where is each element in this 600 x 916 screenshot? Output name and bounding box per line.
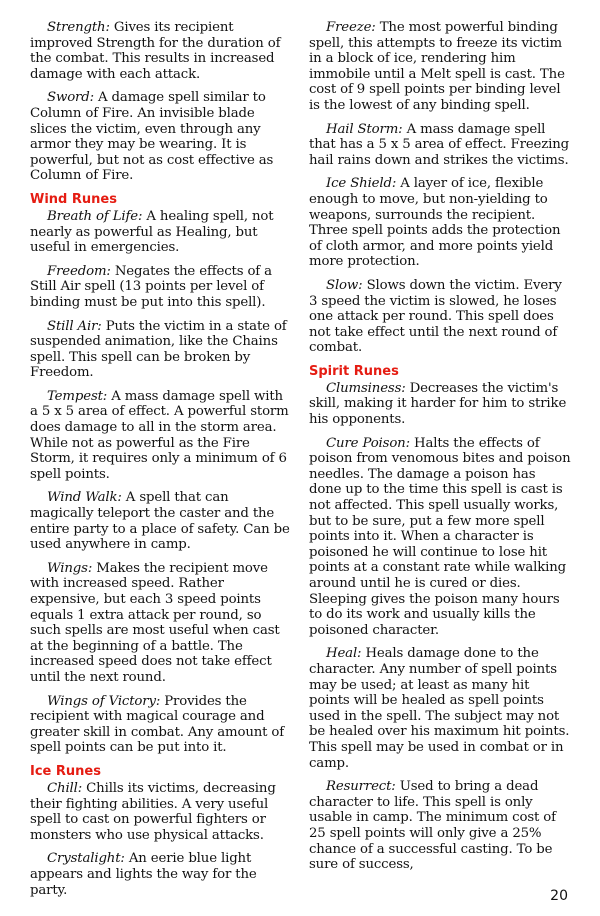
- spell-term: Chill:: [47, 780, 83, 796]
- spell-entry-heal: [309, 646, 571, 771]
- spell-term: Freeze:: [326, 20, 376, 35]
- section-heading-ice-runes: Ice Runes: [30, 763, 101, 779]
- right-column: [309, 20, 571, 881]
- spell-entry-resurrect: [309, 779, 571, 873]
- spell-description: Decreases the victim's skill, making it harder for him to strike his opponents.: [309, 380, 567, 428]
- spell-term: Tempest:: [47, 388, 108, 404]
- spell-term: Wind Walk:: [47, 490, 122, 506]
- spell-entry-sword: [30, 90, 292, 184]
- spell-term: Hail Storm:: [326, 121, 403, 137]
- spell-entry-breath-of-life: [30, 209, 292, 256]
- spell-description: A spell that can magically teleport the caster and the entire party to a place of safety. Can be used anywhere in camp.: [30, 490, 290, 553]
- spell-term: Slow:: [326, 277, 363, 293]
- spell-description: An eerie blue light appears and lights the way for the party.: [30, 851, 257, 898]
- spell-description: Makes the recipient move with increased speed. Rather expensive, but each 3 speed points equals 1 extra attack per round, so such spells are most useful when cast at the beginning of a battle. The increased speed does not take effect until the next round.: [30, 560, 280, 685]
- spell-entry-hail-storm: [309, 122, 571, 169]
- spell-term: Clumsiness:: [326, 380, 406, 396]
- spell-entry-crystalight: [30, 851, 292, 898]
- spell-term: Strength:: [47, 20, 110, 35]
- spell-entry-ice-shield: [309, 176, 571, 270]
- spell-term: Crystalight:: [47, 851, 125, 867]
- spell-description: Provides the recipient with magical courage and greater skill in combat. Any amount of spell points can be put into it.: [30, 693, 285, 756]
- section-heading-wind-runes: Wind Runes: [30, 191, 117, 207]
- spell-entry-strength: [30, 20, 292, 82]
- spell-entry-wings-of-victory: [30, 694, 292, 756]
- spell-description: Chills its victims, decreasing their fighting abilities. A very useful spell to cast on powerful fighters or monsters who use physical attacks.: [30, 780, 276, 843]
- spell-entry-freedom: [30, 264, 292, 311]
- spell-term: Cure Poison:: [326, 435, 410, 451]
- spell-entry-clumsiness: [309, 381, 571, 428]
- spell-entry-wings: [30, 561, 292, 686]
- spell-entry-still-air: [30, 319, 292, 381]
- spell-description: A mass damage spell that has a 5 x 5 area of effect. Freezing hail rains down and strikes the victims.: [309, 121, 569, 168]
- spell-description: Negates the effects of a Still Air spell (13 points per level of binding must be put into this spell).: [30, 263, 272, 310]
- spell-term: Ice Shield:: [326, 176, 397, 192]
- section-heading-spirit-runes: Spirit Runes: [309, 363, 399, 379]
- spell-description: A healing spell, not nearly as powerful as Healing, but useful in emergencies.: [30, 208, 274, 256]
- spell-description: The most powerful binding spell, this attempts to freeze its victim in a block of ice, rendering him immobile until a Melt spell is cast. The cost of 9 spell points per binding level is the lowest of any binding spell.: [309, 20, 565, 113]
- spell-description: Gives its recipient improved Strength for the duration of the combat. This results in increased damage with each attack.: [30, 20, 281, 82]
- spell-term: Heal:: [326, 646, 362, 662]
- spell-entry-freeze: [309, 20, 571, 114]
- spell-entry-slow: [309, 278, 571, 356]
- spell-description: Used to bring a dead character to life. This spell is only usable in camp. The minimum cost of 25 spell points will only give a 25% chance of a successful casting. To be sure of success,: [309, 779, 556, 873]
- spell-term: Breath of Life:: [47, 208, 143, 224]
- spell-term: Freedom:: [47, 263, 111, 279]
- spell-term: Sword:: [47, 90, 94, 106]
- spell-term: Resurrect:: [326, 779, 396, 795]
- spell-entry-cure-poison: [309, 436, 571, 639]
- spell-term: Wings:: [47, 560, 93, 576]
- spell-description: Slows down the victim. Every 3 speed the victim is slowed, he loses one attack per round. This spell does not take effect until the next round of combat.: [309, 277, 562, 356]
- spell-entry-tempest: [30, 389, 292, 483]
- spell-term: Wings of Victory:: [47, 693, 161, 709]
- spell-term: Still Air:: [47, 318, 102, 334]
- spell-entry-wind-walk: [30, 490, 292, 552]
- page-number: 20: [550, 888, 568, 904]
- left-column: [30, 20, 292, 906]
- spell-description: Heals damage done to the character. Any number of spell points may be used; at least as many hit points will be healed as spell points used in the spell. The subject may not be healed over his maximum hit points. This spell may be used in combat or in camp.: [309, 646, 570, 771]
- spell-description: Halts the effects of poison from venomous bites and poison needles. The damage a poison has done up to the time this spell is cast is not affected. This spell usually works, but to be sure, put a few more spell points into it. When a character is poisoned he will continue to lose hit points at a constant rate while walking around until he is cured or dies. Sleeping gives the poison many hours to do its work and usually kills the poisoned character.: [309, 435, 571, 638]
- spell-description: A layer of ice, flexible enough to move, but non-yielding to weapons, surrounds the recipient. Three spell points adds the protection of cloth armor, and more points yield more protection.: [309, 176, 561, 270]
- spell-description: A mass damage spell with a 5 x 5 area of effect. A powerful storm does damage to all in the storm area. While not as powerful as the Fire Storm, it requires only a minimum of 6 spell points.: [30, 388, 289, 482]
- spell-description: A damage spell similar to Column of Fire. An invisible blade slices the victim, even through any armor they may be wearing. It is powerful, but not as cost effective as Column of Fire.: [30, 90, 274, 184]
- spell-entry-chill: [30, 781, 292, 843]
- spell-description: Puts the victim in a state of suspended animation, like the Chains spell. This spell can be broken by Freedom.: [30, 318, 287, 381]
